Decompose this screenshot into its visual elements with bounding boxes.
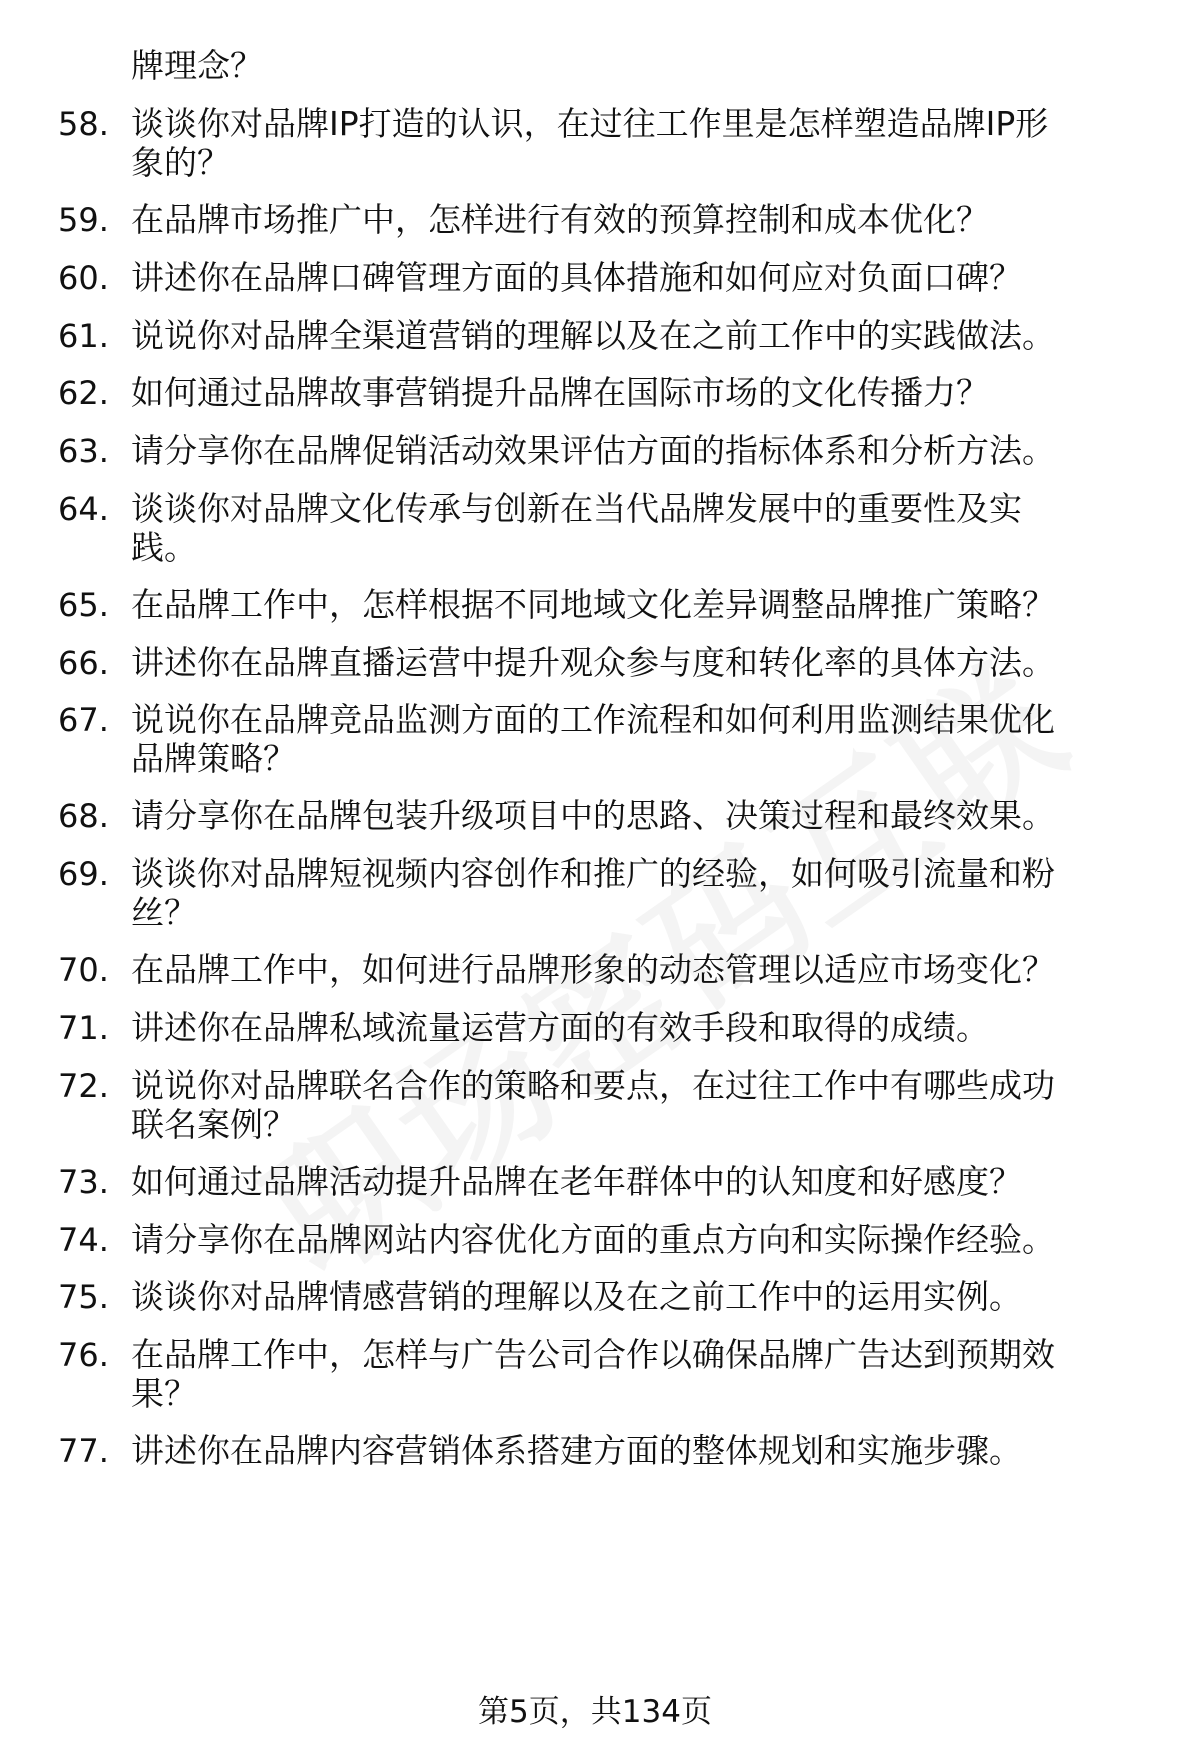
question-text: 讲述你在品牌直播运营中提升观众参与度和转化率的具体方法。	[131, 643, 1055, 682]
continuation-line: 牌理念？	[131, 46, 263, 85]
question-number: 63.	[58, 432, 109, 470]
question-number: 73.	[58, 1163, 109, 1201]
question-text: 谈谈你对品牌情感营销的理解以及在之前工作中的运用实例。	[131, 1277, 1022, 1316]
question-number: 65.	[58, 586, 109, 624]
question-text: 在品牌工作中，怎样根据不同地域文化差异调整品牌推广策略？	[131, 585, 1055, 624]
question-text: 如何通过品牌故事营销提升品牌在国际市场的文化传播力？	[131, 373, 989, 412]
question-text: 说说你对品牌联名合作的策略和要点，在过往工作中有哪些成功	[131, 1066, 1055, 1105]
question-text: 讲述你在品牌口碑管理方面的具体措施和如何应对负面口碑？	[131, 258, 1022, 297]
question-number: 61.	[58, 317, 109, 355]
question-number: 59.	[58, 201, 109, 239]
question-number: 66.	[58, 644, 109, 682]
question-number: 64.	[58, 490, 109, 528]
question-text: 谈谈你对品牌短视频内容创作和推广的经验，如何吸引流量和粉	[131, 854, 1055, 893]
question-text: 丝？	[131, 893, 197, 932]
question-text: 讲述你在品牌内容营销体系搭建方面的整体规划和实施步骤。	[131, 1431, 1022, 1470]
question-text: 践。	[131, 528, 197, 567]
question-text: 联名案例？	[131, 1105, 296, 1144]
question-number: 58.	[58, 105, 109, 143]
question-text: 谈谈你对品牌IP打造的认识，在过往工作里是怎样塑造品牌IP形	[131, 104, 1049, 143]
question-text: 谈谈你对品牌文化传承与创新在当代品牌发展中的重要性及实	[131, 489, 1022, 528]
question-text: 请分享你在品牌促销活动效果评估方面的指标体系和分析方法。	[131, 431, 1055, 470]
question-text: 如何通过品牌活动提升品牌在老年群体中的认知度和好感度？	[131, 1162, 1022, 1201]
question-number: 76.	[58, 1336, 109, 1374]
question-text: 请分享你在品牌网站内容优化方面的重点方向和实际操作经验。	[131, 1220, 1055, 1259]
question-text: 说说你对品牌全渠道营销的理解以及在之前工作中的实践做法。	[131, 316, 1055, 355]
question-text: 在品牌工作中，怎样与广告公司合作以确保品牌广告达到预期效	[131, 1335, 1055, 1374]
question-number: 60.	[58, 259, 109, 297]
question-text: 在品牌工作中，如何进行品牌形象的动态管理以适应市场变化？	[131, 950, 1055, 989]
question-text: 品牌策略？	[131, 739, 296, 778]
question-text: 说说你在品牌竞品监测方面的工作流程和如何利用监测结果优化	[131, 700, 1055, 739]
question-number: 70.	[58, 951, 109, 989]
question-number: 77.	[58, 1432, 109, 1470]
question-text: 果？	[131, 1374, 197, 1413]
question-text: 讲述你在品牌私域流量运营方面的有效手段和取得的成绩。	[131, 1008, 989, 1047]
page-footer: 第5页，共134页	[478, 1694, 712, 1730]
question-text: 在品牌市场推广中，怎样进行有效的预算控制和成本优化？	[131, 200, 989, 239]
question-text: 请分享你在品牌包装升级项目中的思路、决策过程和最终效果。	[131, 796, 1055, 835]
question-number: 75.	[58, 1278, 109, 1316]
question-number: 69.	[58, 855, 109, 893]
question-number: 74.	[58, 1221, 109, 1259]
question-number: 68.	[58, 797, 109, 835]
question-number: 62.	[58, 374, 109, 412]
question-number: 67.	[58, 701, 109, 739]
question-number: 72.	[58, 1067, 109, 1105]
question-text: 象的？	[131, 143, 230, 182]
question-number: 71.	[58, 1009, 109, 1047]
